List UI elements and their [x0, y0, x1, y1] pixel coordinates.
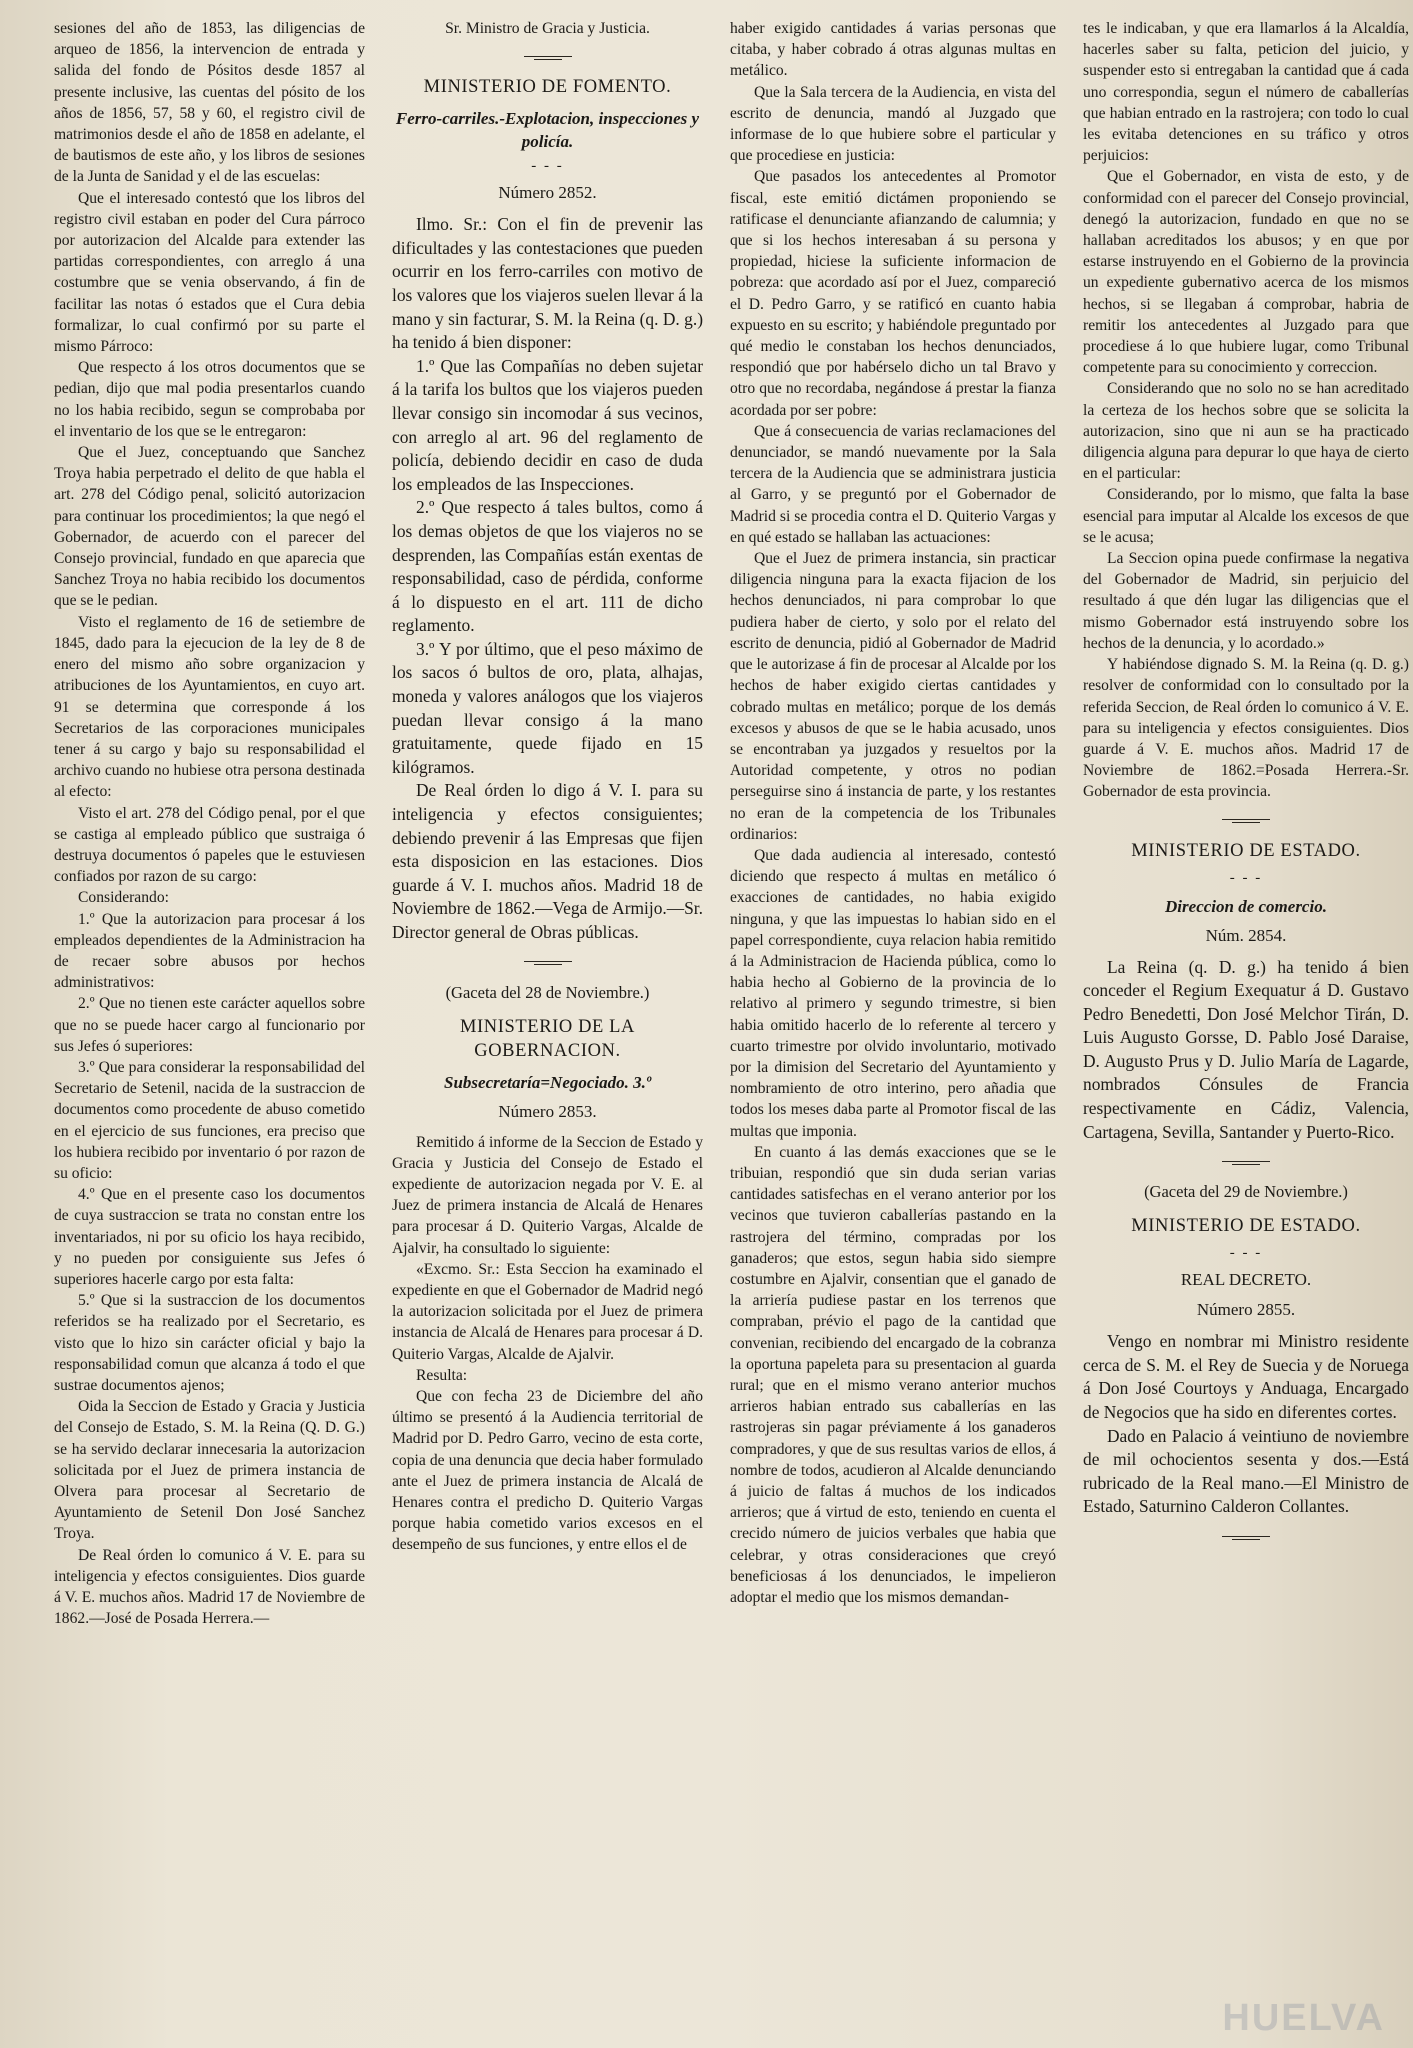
paragraph: Considerando, por lo mismo, que falta la base esencial para imputar al Alcalde los excesos de que se le acusa;	[1083, 486, 1409, 546]
section-subheading: Subsecretaría=Negociado. 3.º	[444, 1072, 651, 1092]
ministry-heading: MINISTERIO DE ESTADO.	[1131, 840, 1361, 861]
section-divider	[392, 45, 703, 67]
section-subheading: Direccion de comercio.	[1165, 896, 1327, 916]
column-1-text	[52, 18, 367, 1629]
decree-number: Número 2853.	[498, 1101, 597, 1121]
column-4-text	[1081, 18, 1411, 1547]
paragraph: Que pasados los antecedentes al Promotor fiscal, este emitió dictámen proponiendo se ratificase el denunciante afianzando de calumnia; y que si los hechos interesaban á su persona y propiedad, hiciese la suficiente informacion de pobreza: que acordado así por el Juez, compareció el D. Pedro Garro, y se ratificó en cuanto habia expuesto en su escrito; y habiéndole preguntado por qué medio le constaban los hechos denunciados, respondió que por habérselo dicho un tal Bravo y otro que no recordaba, negándose á prestar la fianza acordada por ser pobre:	[730, 168, 1056, 419]
paragraph: 3.º Que para considerar la responsabilidad del Secretario de Setenil, nacida de la sustraccion de documentos como procedente de abuso cometido en el ejercicio de sus funciones, era preciso que los hubiera recibido por inventario ó por razon de su oficio:	[54, 1058, 365, 1182]
paragraph: Que el interesado contestó que los libros del registro civil estaban en poder del Cura párroco por autorizacion del Alcalde para extender las partidas correspondientes, con arreglo á una costumbre que se venia observando, á fin de facilitar las notas ó estados que el Cura debia formalizar, lo cual confirmó por su parte el mismo Párroco:	[54, 189, 365, 356]
paragraph: Considerando que no solo no se han acreditado la certeza de los hechos sobre que se solicita la autorizacion, sino que ni aun se ha practicado diligencia alguna para depurar lo que haya de cierto en el particular:	[1083, 380, 1409, 483]
section-subheading: Ferro-carriles.-Explotacion, inspecciones y policía.	[395, 109, 700, 152]
paragraph: De Real órden lo digo á V. I. para su inteligencia y efectos consiguientes; debiendo prevenir á las Empresas que fijen esta disposicion en las estaciones. Dios guarde á V. I. muchos años. Madrid 18 de Noviembre de 1862.—Vega de Armijo.—Sr. Director general de Obras públicas.	[392, 780, 703, 943]
column-2-text	[390, 18, 705, 1556]
gazette-date: (Gaceta del 29 de Noviembre.)	[1144, 1182, 1348, 1202]
paragraph: De Real órden lo comunico á V. E. para su inteligencia y efectos consiguientes. Dios guarde á V. E. muchos años. Madrid 17 de Noviembre de 1862.—José de Posada Herrera.—	[54, 1546, 365, 1628]
decree-title: REAL DECRETO.	[1180, 1270, 1312, 1290]
section-divider	[392, 951, 703, 973]
section-divider	[1083, 809, 1409, 831]
paragraph: Que á consecuencia de varias reclamaciones del denunciador, se mandó nuevamente por la Sala tercera de la Audiencia que se administrara justicia al Garro, y se preguntó por el Gobernador de Madrid si se procedia contra el D. Quiterio Vargas y en qué estado se hallaban las actuaciones:	[730, 422, 1056, 546]
small-divider: - - -	[1229, 1245, 1263, 1262]
column-2	[390, 18, 705, 2038]
paragraph: Que dada audiencia al interesado, contestó diciendo que respecto á multas en metálico ó exacciones de cantidades, no habia exigido ninguna, y que las impuestas lo habian sido en el papel correspondiente, cuya relacion habia remitido á la Administracion de Hacienda pública, como lo habia hecho al Gobierno de la provincia de lo relativo al primero y segundo trimestre, si bien habia omitido hacerlo de lo referente al tercero y cuarto trimestre por olvido involuntario, motivado por la dimision del Secretario del Ayuntamiento y nombramiento de otro interino, pero añadia que todos los meses daba parte al Promotor fiscal de las multas que imponia.	[730, 846, 1056, 1140]
paragraph: Remitido á informe de la Seccion de Estado y Gracia y Justicia del Consejo de Estado el expediente de autorizacion negada por V. E. al Juez de primera instancia de Alcalá de Henares para procesar á D. Quiterio Vargas, Alcalde de Ajalvir, ha consultado lo siguiente:	[392, 1133, 703, 1257]
ministry-heading: MINISTERIO DE LA GOBERNACION.	[459, 1016, 636, 1061]
paragraph: 5.º Que si la sustraccion de los documentos referidos se ha realizado por el Secretario, es visto que lo hizo sin carácter oficial y bajo la responsabilidad comun que alcanza á todo el que sustrae documentos ajenos;	[54, 1292, 365, 1394]
section-divider	[1083, 1525, 1409, 1547]
paragraph: Dado en Palacio á veintiuno de noviembre de mil ochocientos sesenta y dos.—Está rubricado de la Real mano.—El Ministro de Estado, Saturnino Calderon Collantes.	[1083, 1425, 1409, 1517]
section-divider	[1083, 1150, 1409, 1172]
gazette-date: (Gaceta del 28 de Noviembre.)	[445, 982, 650, 1002]
paragraph: tes le indicaban, y que era llamarlos á la Alcaldía, hacerles saber su falta, peticion del juicio, y suspender esto si entregaban la cantidad que á cada uno correspondia, segun el número de caballerías que habian entrado en la rastrojera; con todo lo cual les evitaba detenciones en su tráfico y otros perjuicios:	[1083, 20, 1409, 165]
paragraph: Resulta:	[416, 1366, 468, 1384]
paragraph: Visto el reglamento de 16 de setiembre de 1845, dado para la ejecucion de la ley de 8 de enero del mismo año sobre organizacion y atribuciones de los Ayuntamientos, en cuyo art. 91 se determina que corresponde á los Secretarios de las corporaciones municipales tener á su cargo y bajo su responsabilidad el archivo cuando no hubiese otra persona destinada al efecto:	[54, 613, 365, 801]
paragraph: «Excmo. Sr.: Esta Seccion ha examinado el expediente en que el Gobernador de Madrid negó la autorizacion solicitada por el Juez de primera instancia de Alcalá de Henares para procesar á D. Quiterio Vargas, Alcalde de Ajalvir.	[392, 1260, 703, 1363]
paragraph: 1.º Que la autorizacion para procesar á los empleados dependientes de la Administracion ha de recaer sobre abusos por hechos administrativos:	[54, 910, 365, 992]
ministry-heading: MINISTERIO DE FOMENTO.	[423, 77, 672, 98]
paragraph: Que el Juez de primera instancia, sin practicar diligencia ninguna para la exacta fijacion de los hechos denunciados, ni para comprobar lo que pudiera haber de cierto, y solo por el relato del escrito de denuncia, pidió al Gobernador de Madrid que le autorizase á fin de procesar al Alcalde por los hechos de haber exigido ciertas cantidades y cobrado multas en metálico; porque de los demás excesos y abusos de que se le habia acusado, unos se encontraban ya juzgados y resueltos por la Autoridad competente, y otros no podian perseguirse sino á instancia de parte, y los restantes no eran de la competencia de los Tribunales ordinarios:	[730, 550, 1056, 843]
library-watermark: HUELVA	[1222, 1997, 1385, 2039]
column-3-text	[728, 18, 1058, 1608]
paragraph: Considerando:	[78, 889, 169, 907]
paragraph: Que con fecha 23 de Diciembre del año último se presentó á la Audiencia territorial de Madrid por D. Pedro Garro, vecino de esta corte, copia de una denuncia que decia haber formulado ante el Juez de primera instancia de Alcalá de Henares contra el predicho D. Quiterio Vargas porque habia cometido varios excesos en el desempeño de sus funciones, y entre ellos el de	[392, 1388, 703, 1554]
paragraph: Visto el art. 278 del Código penal, por el que se castiga al empleado público que sustraiga ó destruya documentos ó papeles que le estuviesen confiados por razon de su cargo:	[54, 804, 365, 886]
column-3	[728, 18, 1058, 2038]
paragraph: 2.º Que no tienen este carácter aquellos sobre que no se puede hacer cargo al funcionario por sus Jefes ó superiores:	[54, 995, 365, 1055]
decree-number: Núm. 2854.	[1205, 925, 1287, 945]
decree-number: Número 2852.	[498, 183, 597, 203]
paragraph: 1.º Que las Compañías no deben sujetar á la tarifa los bultos que los viajeros pueden llevar consigo sin incomodar á sus vecinos, con arreglo al art. 96 del reglamento de policía, debiendo decidir en caso de duda los empleados de las Inspecciones.	[392, 355, 703, 494]
paragraph: 2.º Que respecto á tales bultos, como á los demas objetos de que los viajeros no se desprenden, las Compañías están exentas de responsabilidad, caso de pérdida, conforme á lo dispuesto en el art. 111 de dicho reglamento.	[392, 497, 703, 636]
paragraph: Y habiéndose dignado S. M. la Reina (q. D. g.) resolver de conformidad con lo consultado por la referida Seccion, de Real órden lo comunico á V. E. para su inteligencia y efectos consiguientes. Dios guarde á V. E. muchos años. Madrid 17 de Noviembre de 1862.=Posada Herrera.-Sr. Gobernador de esta provincia.	[1083, 656, 1409, 801]
paragraph: Que respecto á los otros documentos que se pedian, dijo que mal podia presentarlos cuando no los habia recibido, segun se comprobaba por el inventario de los que se le entregaron:	[54, 359, 365, 440]
paragraph: 3.º Y por último, que el peso máximo de los sacos ó bultos de oro, plata, alhajas, moneda y valores análogos que los viajeros puedan llevar consigo á la mano gratuitamente, quede fijado en 15 kilógramos.	[392, 638, 703, 777]
ministry-heading: MINISTERIO DE ESTADO.	[1131, 1216, 1361, 1237]
paragraph: Que el Gobernador, en vista de esto, y de conformidad con el parecer del Consejo provincial, denegó la autorizacion, fundado en que no se hallaban acreditados los abusos; y en que por estarse instruyendo en el Gobierno de la provincia un expediente gubernativo acerca de los mismos hechos, si se llegaban á comprobar, habria de remitir los antecedentes al Juzgado para que procediese á lo que hubiere lugar, como Tribunal competente para su conocimiento y correccion.	[1083, 168, 1409, 377]
paragraph: sesiones del año de 1853, las diligencias de arqueo de 1856, la intervencion de entrada y salida del fondo de Pósitos desde 1857 al presente inclusive, las cuentas del pósito de los años de 1856, 57, 58 y 60, el registro civil de matrimonios desde el año de 1858 en adelante, el de bautismos de este año, y los libros de sesiones de la Junta de Sanidad y el de las escuelas:	[54, 20, 365, 186]
paragraph: En cuanto á las demás exacciones que se le tribuian, respondió que sin duda serian varias cantidades satisfechas en el verano anterior por los vecinos que tuvieron caballerías pastando en la rastrojera del término, compradas por los ganaderos; que estos, segun habia sido siempre costumbre en Ajalvir, consentian que el ganado de la arriería pudiese pastar en los terrenos que compraban, prévio el pago de la cantidad que convenian, recibiendo del encargado de la cobranza la oportuna papeleta para su presentacion al guarda rural; que en el mismo verano anterior muchos arrieros habian entrado sus caballerías en las rastrojeras sin pagar préviamente á los ganaderos compradores, y que de sus resultas varios de ellos, á nombre de todos, acudieron al Alcalde denunciando á juicio de faltas á muchos de los indicados arrieros; que á virtud de esto, teniendo en cuenta el crecido número de juicios verbales que habia que celebrar, y otras consideraciones que creyó beneficiosas á los denunciados, le impelieron adoptar el medio que los mismos demandan-	[730, 1143, 1056, 1607]
paragraph: 4.º Que en el presente caso los documentos de cuya sustraccion se trata no constan entre los inventariados, ni por su oficio los haya recibido, y no pueden por consiguiente sus Jefes ó superiores hacerle cargo por esta falta:	[54, 1186, 365, 1288]
page-columns	[52, 18, 1409, 2038]
paragraph: Que el Juez, conceptuando que Sanchez Troya habia perpetrado el delito de que habla el art. 278 del Código penal, solicitó autorizacion para continuar los procedimientos; la que negó el Gobernador, de acuerdo con el parecer del Consejo provincial, fundado en que aparecia que Sanchez Troya no habia recibido los documentos que se le pedian.	[54, 444, 365, 610]
paragraph: haber exigido cantidades á varias personas que citaba, y haber cobrado á otras algunas multas en metálico.	[730, 20, 1056, 80]
paragraph: La Reina (q. D. g.) ha tenido á bien conceder el Regium Exequatur á D. Gustavo Pedro Benedetti, Don José Melchor Tirán, D. Luis Augusto Gorsse, D. Pablo José Daraise, D. Augusto Prus y D. Julio María de Lagarde, nombrados Cónsules de Francia respectivamente en Cádiz, Valencia, Cartagena, Sevilla, Santander y Puerto-Rico.	[1083, 956, 1409, 1142]
signature-line: Sr. Ministro de Gracia y Justicia.	[445, 20, 650, 37]
column-1	[52, 18, 367, 2038]
paragraph: La Seccion opina puede confirmase la negativa del Gobernador de Madrid, sin perjuicio del resultado á que dén lugar las diligencias que el mismo Gobernador está instruyendo sobre los hechos de la denuncia, y lo acordado.»	[1083, 550, 1409, 652]
paragraph: Oida la Seccion de Estado y Gracia y Justicia del Consejo de Estado, S. M. la Reina (Q. D. G.) se ha servido declarar innecesaria la autorizacion solicitada por el Juez de primera instancia de Olvera para procesar al Secretario de Ayuntamiento de Setenil Don José Sanchez Troya.	[54, 1398, 365, 1543]
decree-number: Número 2855.	[1196, 1300, 1296, 1320]
small-divider: - - -	[531, 158, 564, 175]
paragraph: Ilmo. Sr.: Con el fin de prevenir las dificultades y las contestaciones que pueden ocurrir en los ferro-carriles con motivo de los valores que los viajeros suelen llevar á la mano y sin facturar, S. M. la Reina (q. D. g.) ha tenido á bien disponer:	[392, 214, 703, 353]
paragraph: Que la Sala tercera de la Audiencia, en vista del escrito de denuncia, mandó al Juzgado que informase de lo que hubiere sobre el particular y que procediese en justicia:	[730, 83, 1056, 165]
paragraph: Vengo en nombrar mi Ministro residente cerca de S. M. el Rey de Suecia y de Noruega á Don José Courtoys y Anduaga, Encargado de Negocios que ha sido en diferentes cortes.	[1083, 1331, 1409, 1423]
small-divider: - - -	[1229, 869, 1263, 886]
column-4	[1081, 18, 1411, 2038]
